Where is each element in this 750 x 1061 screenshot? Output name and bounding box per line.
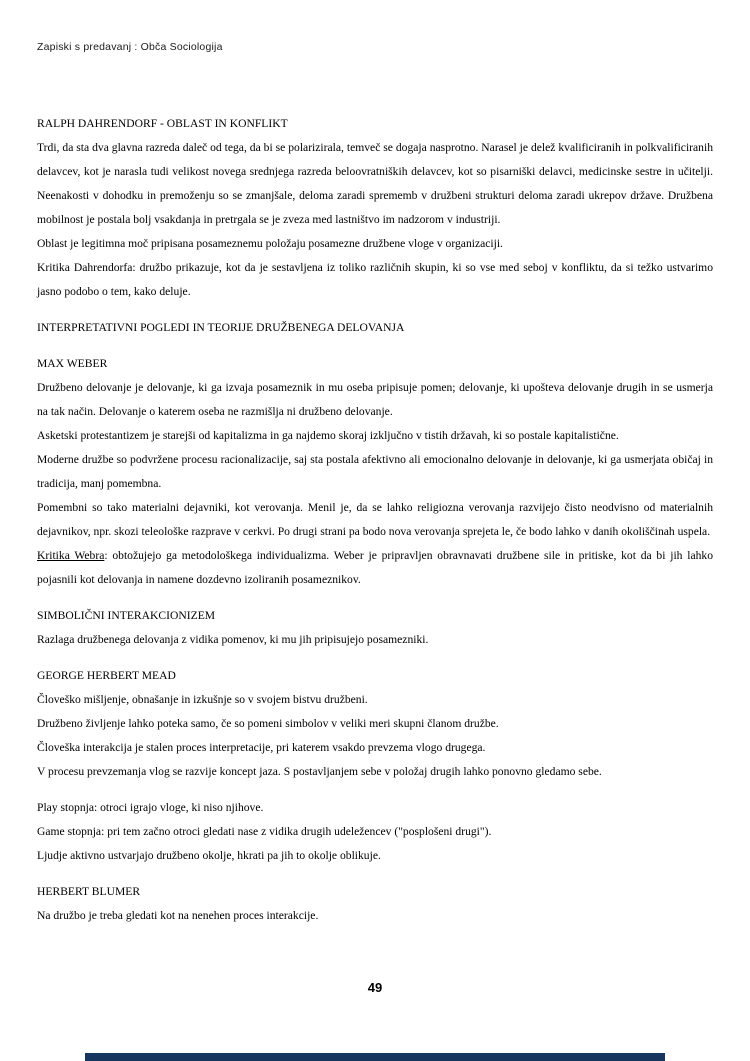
- section-heading-mead: GEORGE HERBERT MEAD: [37, 669, 176, 682]
- blank-line: [37, 652, 713, 664]
- underlined-lead: Kritika Webra: [37, 549, 105, 562]
- document-header: Zapiski s predavanj : Obča Sociologija: [37, 41, 223, 53]
- bottom-window-edge: [85, 1053, 665, 1061]
- paragraph: Družbeno delovanje je delovanje, ki ga izvaja posameznik in mu oseba pripisuje pomen; delovanje, ki upošteva delovanje drugih in se usmerja na tak način. Delovanje o katerem oseba ne razmišlja ni družbeno delovanje.: [37, 381, 713, 418]
- blank-line: [37, 784, 713, 796]
- blank-line: [37, 592, 713, 604]
- paragraph: Razlaga družbenega delovanja z vidika pomenov, ki mu jih pripisujejo posamezniki.: [37, 633, 429, 646]
- paragraph-rest: : obtožujejo ga metodološkega individualizma. Weber je pripravljen obravnavati družbene sile in pritiske, kot da bi jih lahko pojasnili kot delovanja in namene dozdevno izoliranih posameznikov.: [37, 549, 713, 586]
- paragraph-kritika-webra: [37, 544, 713, 592]
- paragraph: Pomembni so tako materialni dejavniki, kot verovanja. Menil je, da se lahko religiozna verovanja razvijejo čisto neodvisno od materialnih dejavnikov, npr. skozi teleološke razprave v cerkvi. Po drugi strani pa bodo nova verovanja sprejeta le, če bodo lahko v danih okoliščinah uspela.: [37, 501, 713, 538]
- paragraph: Oblast je legitimna moč pripisana posameznemu položaju posamezne družbene vloge v organizaciji.: [37, 237, 503, 250]
- blank-line: [37, 340, 713, 352]
- page-number: 49: [367, 980, 383, 995]
- paragraph: Trdi, da sta dva glavna razreda daleč od tega, da bi se polarizirala, temveč se dogaja nasprotno. Narasel je delež kvalificiranih in polkvalificiranih delavcev, kot je narasla tudi velikost novega srednjega razreda beloovratniških delavcev, kot so pisarniški delavci, medicinske sestre in učitelji. Neenakosti v dohodku in premoženju so se zmanjšale, deloma zaradi sprememb v družbeni strukturi deloma zaradi ukrepov države. Družbena mobilnost je postala bolj vsakdanja in pretrgala se je zveza med lastništvo im nadzorom v industriji.: [37, 141, 713, 226]
- section-heading-blumer: HERBERT BLUMER: [37, 885, 141, 898]
- section-heading-simbolicni: SIMBOLIČNI INTERAKCIONIZEM: [37, 609, 216, 622]
- paragraph: Človeško mišljenje, obnašanje in izkušnje so v svojem bistvu družbeni.: [37, 693, 368, 706]
- paragraph: Moderne družbe so podvržene procesu racionalizacije, saj sta postala afektivno ali emocionalno delovanje in delovanje, ki ga usmerjata običaj in tradicija, manj pomembna.: [37, 453, 713, 490]
- paragraph: Kritika Dahrendorfa: družbo prikazuje, kot da je sestavljena iz toliko različnih skupin, ki so vse med seboj v konfliktu, da si težko ustvarimo jasno podobo o tem, kako deluje.: [37, 261, 713, 298]
- paragraph: Človeška interakcija je stalen proces interpretacije, pri katerem vsakdo prevzema vlogo drugega.: [37, 741, 486, 754]
- blank-line: [37, 304, 713, 316]
- paragraph: Asketski protestantizem je starejši od kapitalizma in ga najdemo skoraj izključno v tistih državah, ki so postale kapitalistične.: [37, 429, 619, 442]
- paragraph: Ljudje aktivno ustvarjajo družbeno okolje, hkrati pa jih to okolje oblikuje.: [37, 849, 381, 862]
- paragraph-game-stopnja: Game stopnja: pri tem začno otroci gledati nase z vidika drugih udeležencev ("posplošeni drugi").: [37, 825, 492, 838]
- section-heading-interpretativni: INTERPRETATIVNI POGLEDI IN TEORIJE DRUŽBENEGA DELOVANJA: [37, 321, 405, 334]
- blank-line: [37, 868, 713, 880]
- paragraph: Na družbo je treba gledati kot na nenehen proces interakcije.: [37, 909, 319, 922]
- section-heading-dahrendorf: RALPH DAHRENDORF - OBLAST IN KONFLIKT: [37, 117, 288, 130]
- paragraph: V procesu prevzemanja vlog se razvije koncept jaza. S postavljanjem sebe v položaj drugih lahko ponovno gledamo sebe.: [37, 765, 602, 778]
- paragraph: Družbeno življenje lahko poteka samo, če so pomeni simbolov v veliki meri skupni članom družbe.: [37, 717, 499, 730]
- section-heading-weber: MAX WEBER: [37, 357, 108, 370]
- paragraph-play-stopnja: Play stopnja: otroci igrajo vloge, ki niso njihove.: [37, 801, 264, 814]
- document-body: [37, 112, 713, 928]
